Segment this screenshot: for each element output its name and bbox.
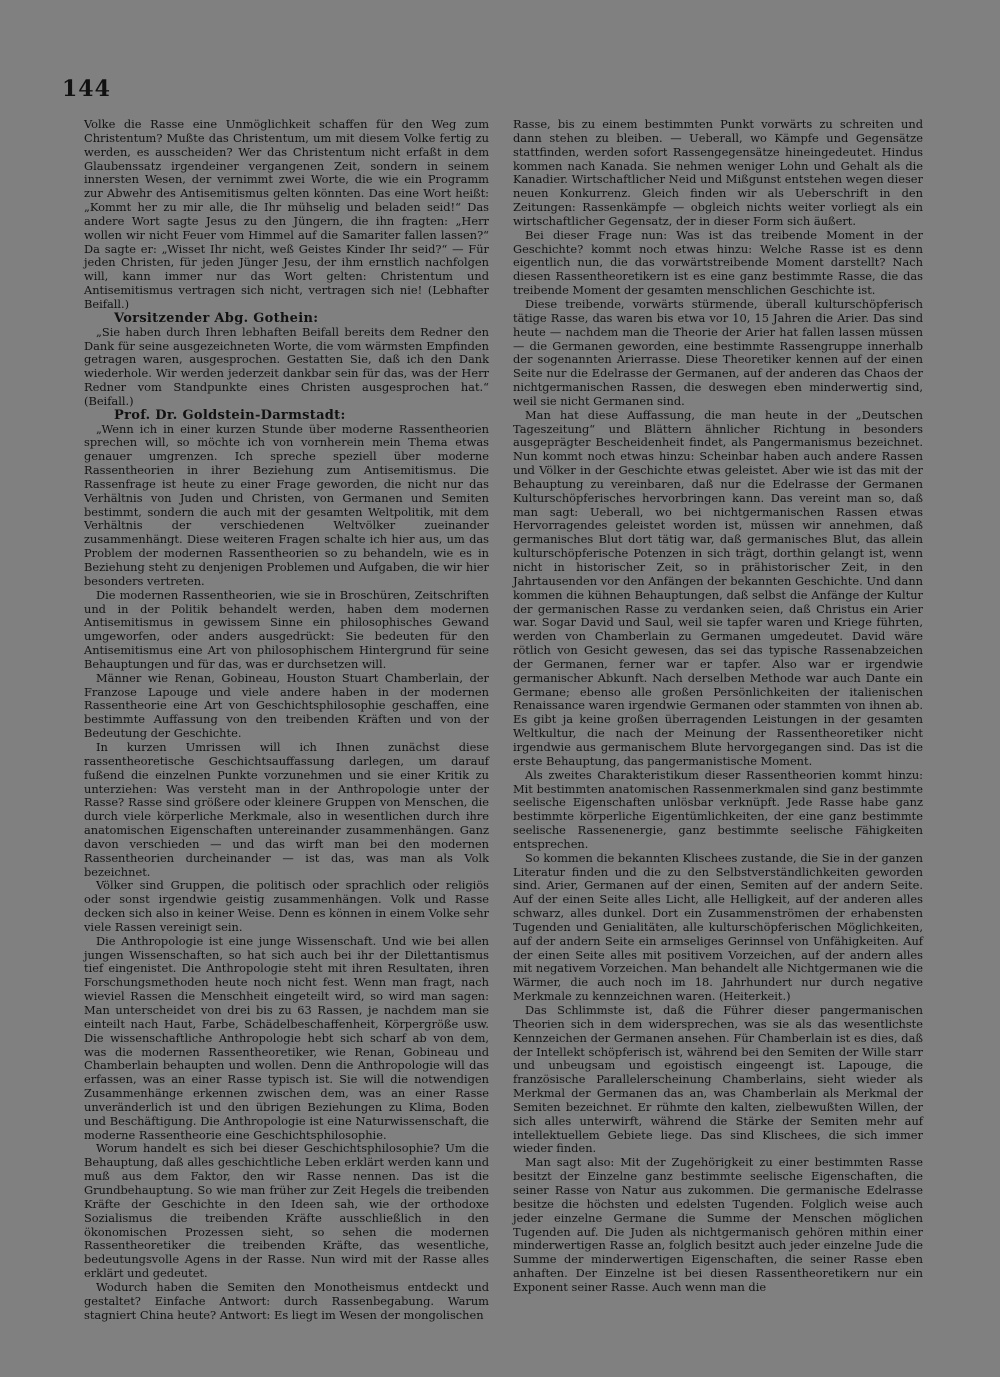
right-column [513,118,923,1295]
paragraph: Rasse, bis zu einem bestimmten Punkt vorwärts zu schreiten und dann stehen zu bleiben. — Ueberall, wo Kämpfe und Gegensätze stattfinden, werden sofort Rassengegensätze hineingedeutet. Hindus kommen nach Kanada. Sie nehmen weniger Lohn und Gehalt als die Kanadier. Wirtschaftlicher Neid und Mißgunst entstehen wegen dieser neuen Konkurrenz. Gleich finden wir als Ueberschrift in den Zeitungen: Rassenkämpfe — obgleich nichts weiter vorliegt als ein wirtschaftlicher Gegensatz, der in dieser Form sich äußert. [513,117,923,228]
paragraph: Wodurch haben die Semiten den Monotheismus entdeckt und gestaltet? Einfache Antwort: durch Rassenbegabung. Warum stagniert China heute? Antwort: Es liegt im Wesen der mongolischen [84,1279,489,1322]
paragraph: Völker sind Gruppen, die politisch oder sprachlich oder religiös oder sonst irgendwie geistig zusammenhängen. Volk und Rasse decken sich also in keiner Weise. Denn es können in einem Volke sehr viele Rassen vereinigt sein. [84,878,489,934]
speaker-heading: Vorsitzender Abg. Gothein: [114,310,319,326]
speaker-heading: Prof. Dr. Goldstein-Darmstadt: [114,407,346,423]
paragraph: Männer wie Renan, Gobineau, Houston Stuart Chamberlain, der Franzose Lapouge und viele andere haben in der modernen Rassentheorie eine Art von Geschichtsphilosophie geschaffen, eine bestimmte Auffassung von den treibenden Kräften und von der Bedeutung der Geschichte. [84,670,489,741]
paragraph: Bei dieser Frage nun: Was ist das treibende Moment in der Geschichte? kommt noch etwas hinzu: Welche Rasse ist es denn eigentlich nun, die das vorwärtstreibende Moment darstellt? Nach diesen Rassentheoretikern ist es eine ganz bestimmte Rasse, die das treibende Moment der gesamten menschlichen Geschichte ist. [513,227,923,298]
page-number: 144 [62,76,111,102]
paragraph: „Wenn ich in einer kurzen Stunde über moderne Rassentheorien sprechen will, so möchte ich von vornherein mein Thema etwas genauer umgrenzen. Ich spreche speziell über moderne Rassentheorien in ihrer Beziehung zum Antisemitismus. Die Rassenfrage ist heute zu einer Frage geworden, die nicht nur das Verhältnis von Juden und Christen, von Germanen und Semiten bestimmt, sondern die auch mit der gesamten Weltpolitik, mit dem Verhältnis der verschiedenen Weltvölker zueinander zusammenhängt. Diese weiteren Fragen schalte ich hier aus, um das Problem der modernen Rassentheorien so zu behandeln, wie es in Beziehung steht zu denjenigen Problemen und Aufgaben, die wir hier besonders vertreten. [84,421,489,588]
paragraph: Diese treibende, vorwärts stürmende, überall kulturschöpferisch tätige Rasse, das waren bis etwa vor 10, 15 Jahren die Arier. Das sind heute — nachdem man die Theorie der Arier hat fallen lassen müssen — die Germanen geworden, eine bestimmte Rassengruppe innerhalb der sogenannten Arierrasse. Diese Theoretiker kennen auf der einen Seite nur die Edelrasse der Germanen, auf der anderen das Chaos der nichtgermanischen Rassen, die deswegen eben minderwertig sind, weil sie nicht Germanen sind. [513,296,923,408]
paragraph: Das Schlimmste ist, daß die Führer dieser pangermanischen Theorien sich in dem widersprechen, was sie als das wesentlichste Kennzeichen der Germanen ansehen. Für Chamberlain ist es dies, daß der Intellekt schöpferisch ist, während bei den Semiten der Wille starr und unbeugsam und egoistisch eingeengt ist. Lapouge, die französische Parallelerscheinung Chamberlains, sieht wieder als Merkmal der Germanen das an, was Chamberlain als Merkmal der Semiten bezeichnet. Er rühmte den kalten, zielbewußten Willen, der sich alles unterwirft, während die Stärke der Semiten mehr auf intellektuellem Gebiete liege. Das sind Klischees, die sich immer wieder finden. [513,1003,923,1156]
paragraph: Die modernen Rassentheorien, wie sie in Broschüren, Zeitschriften und in der Politik behandelt werden, haben dem modernen Antisemitismus in gewissem Sinne ein philosophisches Gewand umgeworfen, oder anders ausgedrückt: Sie bedeuten für den Antisemitismus eine Art von philosophischem Hintergrund für seine Behauptungen und für das, was er durchsetzen will. [84,587,489,671]
paragraph: „Sie haben durch Ihren lebhaften Beifall bereits dem Redner den Dank für seine ausgezeichneten Worte, die vom wärmsten Empfinden getragen waren, ausgesprochen. Gestatten Sie, daß ich den Dank wiederhole. Wir werden jederzeit dankbar sein für das, was der Herr Redner vom Standpunkte eines Christen ausgesprochen hat.“ (Beifall.) [84,324,489,408]
left-column [84,118,489,1322]
paragraph: Man sagt also: Mit der Zugehörigkeit zu einer bestimmten Rasse besitzt der Einzelne ganz bestimmte seelische Eigenschaften, die seiner Rasse von Natur aus zukommen. Die germanische Edelrasse besitze die höchsten und edelsten Tugenden. Folglich weise auch jeder einzelne Germane die Summe der Menschen möglichen Tugenden auf. Die Juden als nichtgermanisch gehören mithin einer minderwertigen Rasse an, folglich besitzt auch jeder einzelne Jude die Summe der minderwertigen Eigenschaften, die seiner Rasse eben anhaften. Der Einzelne ist bei diesen Rassentheoretikern nur ein Exponent seiner Rasse. Auch wenn man die [513,1155,923,1294]
paragraph: Volke die Rasse eine Unmöglichkeit schaffen für den Weg zum Christentum? Mußte das Christentum, um mit diesem Volke fertig zu werden, es ausscheiden? Wer das Christentum nicht erfaßt in dem Glaubenssatz irgendeiner vergangenen Zeit, sondern in seinem innersten Wesen, der vernimmt zwei Worte, die wie ein Programm zur Abwehr des Antisemitismus gelten könnten. Das eine Wort heißt: „Kommt her zu mir alle, die Ihr mühselig und beladen seid!“ Das andere Wort sagte Jesus zu den Jüngern, die ihn fragten: „Herr wollen wir nicht Feuer vom Himmel auf die Samariter fallen lassen?“ Da sagte er: „Wisset Ihr nicht, weß Geistes Kinder Ihr seid?“ — Für jeden Christen, für jeden Jünger Jesu, der ihm ernstlich nachfolgen will, kann immer nur das Wort gelten: Christentum und Antisemitismus vertragen sich nicht, vertragen sich nie! (Lebhafter Beifall.) [84,117,489,311]
paragraph: Die Anthropologie ist eine junge Wissenschaft. Und wie bei allen jungen Wissenschaften, so hat sich auch bei ihr der Dilettantismus tief eingenistet. Die Anthropologie steht mit ihren Resultaten, ihren Forschungsmethoden heute noch nicht fest. Wenn man fragt, nach wieviel Rassen die Menschheit eingeteilt wird, so wird man sagen: Man unterscheidet von drei bis zu 63 Rassen, je nachdem man sie einteilt nach Haut, Farbe, Schädelbeschaffenheit, Körpergröße usw. Die wissenschaftliche Anthropologie hebt sich scharf ab von dem, was die modernen Rassentheoretiker, wie Renan, Gobineau und Chamberlain behaupten und wollen. Denn die Anthropologie will das erfassen, was an einer Rasse typisch ist. Sie will die notwendigen Zusammenhänge erkennen zwischen dem, was an einer Rasse unveränderlich ist und den übrigen Beziehungen zu Klima, Boden und Beschäftigung. Die Anthropologie ist eine Naturwissenschaft, die moderne Rassentheorie eine Geschichtsphilosophie. [84,933,489,1142]
paragraph: Man hat diese Auffassung, die man heute in der „Deutschen Tageszeitung“ und Blättern ähnlicher Richtung in besonders ausgeprägter Bescheidenheit findet, als Pangermanismus bezeichnet. Nun kommt noch etwas hinzu: Scheinbar haben auch andere Rassen und Völker in der Geschichte etwas geleistet. Aber wie ist das mit der Behauptung zu vereinbaren, daß nur die Edelrasse der Germanen Kulturschöpferisches hervorbringen kann. Das vereint man so, daß man sagt: Ueberall, wo bei nichtgermanischen Rassen etwas Hervorragendes geleistet worden ist, müssen wir annehmen, daß germanisches Blut dort tätig war, daß germanisches Blut, das allein kulturschöpferische Potenzen in sich trägt, dorthin gelangt ist, wenn nicht in historischer Zeit, so in prähistorischer Zeit, in den Jahrtausenden vor den Anfängen der bekannten Geschichte. Und dann kommen die kühnen Behauptungen, daß selbst die Anfänge der Kultur der germanischen Rasse zu verdanken seien, daß Christus ein Arier war. Sogar David und Saul, weil sie tapfer waren und Kriege führten, werden von Chamberlain zu Germanen umgedeutet. David wäre rötlich von Gesicht gewesen, das sei das typische Rassenabzeichen der Germanen, ferner war er tapfer. Also war er irgendwie germanischer Abkunft. Nach derselben Methode war auch Dante ein Germane; ebenso alle großen Persönlichkeiten der italienischen Renaissance waren irgendwie Germanen oder stammten von ihnen ab. Es gibt ja keine großen überragenden Leistungen in der gesamten Weltkultur, die nach der Meinung der Rassentheoretiker nicht irgendwie aus germanischem Blute hervorgegangen sind. Das ist die erste Behauptung, das pangermanistische Moment. [513,407,923,768]
paragraph: Worum handelt es sich bei dieser Geschichtsphilosophie? Um die Behauptung, daß alles geschichtliche Leben erklärt werden kann und muß aus dem Faktor, den wir Rasse nennen. Das ist die Grundbehauptung. So wie man früher zur Zeit Hegels die treibenden Kräfte der Geschichte in den Ideen sah, wie der orthodoxe Sozialismus die treibenden Kräfte ausschließlich in den ökonomischen Prozessen sieht, so sehen die modernen Rassentheoretiker die treibenden Kräfte, das wesentliche, bedeutungsvolle Agens in der Rasse. Nun wird mit der Rasse alles erklärt und gedeutet. [84,1141,489,1281]
paragraph: In kurzen Umrissen will ich Ihnen zunächst diese rassentheoretische Geschichtsauffassung darlegen, um darauf fußend die einzelnen Punkte vorzunehmen und sie einer Kritik zu unterziehen: Was versteht man in der Anthropologie unter der Rasse? Rasse sind größere oder kleinere Gruppen von Menschen, die durch viele körperliche Merkmale, also in wesentlichen durch ihre anatomischen Eigenschaften untereinander zusammenhängen. Ganz davon verschieden — und das wirft man bei den modernen Rassentheorien durcheinander — ist das, was man als Volk bezeichnet. [84,739,489,879]
paragraph: Als zweites Charakteristikum dieser Rassentheorien kommt hinzu: Mit bestimmten anatomischen Rassenmerkmalen sind ganz bestimmte seelische Eigenschaften unlösbar verknüpft. Jede Rasse habe ganz bestimmte körperliche Eigentümlichkeiten, der eine ganz bestimmte seelische Rassenenergie, ganz bestimmte seelische Fähigkeiten entsprechen. [513,767,923,851]
paragraph: So kommen die bekannten Klischees zustande, die Sie in der ganzen Literatur finden und die zu den Selbstverständlichkeiten geworden sind. Arier, Germanen auf der einen, Semiten auf der andern Seite. Auf der einen Seite alles Licht, alle Helligkeit, auf der anderen alles schwarz, alles dunkel. Dort ein Zusammenströmen der erhabensten Tugenden und Genialitäten, alle kulturschöpferischen Möglichkeiten, auf der andern Seite ein armseliges Gerinnsel von Unfähigkeiten. Auf der einen Seite alles mit positivem Vorzeichen, auf der andern alles mit negativem Vorzeichen. Man behandelt alle Nichtgermanen wie die Wärmer, die auch noch im 18. Jahrhundert nur durch negative Merkmale zu kennzeichnen waren. (Heiterkeit.) [513,850,923,1004]
